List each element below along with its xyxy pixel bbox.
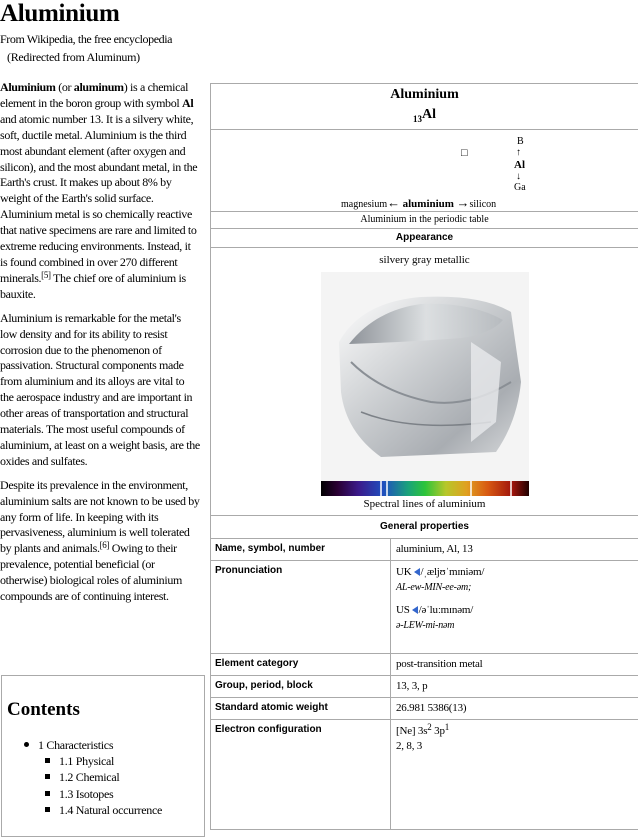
periodic-table-row: B □ ↑ Al ↓ Ga magnesium← aluminium →silicon <box>211 129 638 210</box>
property-row: Name, symbol, number aluminium, Al, 13 <box>211 538 638 560</box>
appearance-row <box>211 247 638 514</box>
down-arrow-icon: ↓ <box>516 171 521 182</box>
reference-link[interactable]: [5] <box>41 269 51 280</box>
property-row: Group, period, block 13, 3, p <box>211 675 638 697</box>
up-arrow-icon: ↑ <box>516 147 521 158</box>
redirect-note: (Redirected from Aluminum) <box>7 50 140 64</box>
bold-term: Aluminium <box>0 80 56 94</box>
element-symbol: $_{13}$Al <box>413 107 436 124</box>
bold-term: aluminum <box>73 80 124 94</box>
bullet-icon <box>45 791 50 796</box>
general-properties-header: General properties <box>211 515 638 538</box>
periodic-neighbors: magnesium← aluminium →silicon <box>341 195 497 210</box>
neighbor-left-link[interactable]: magnesium <box>341 199 388 210</box>
paragraph-intro: Aluminium (or aluminum) is a chemical element in the boron group with symbol Al and atomic number 13. It is a silvery white, soft, ductile metal. Aluminium is the third most abundant element (after oxygen and silicon), and the most abundant metal, in the Earth's crust. It makes up about 8% by weight of the Earth's solid surface. Aluminium metal is so chemically reactive that native specimens are rare and limited to extreme reducing environments. Instead, it is found combined in over 270 different minerals.[5] The chief ore of aluminium is bauxite. <box>0 80 198 301</box>
property-row: Electron configuration [Ne] $3s^2$ $3p^1$ 2, 8, 3 <box>211 719 638 830</box>
appearance-text: silvery gray metallic <box>379 254 470 266</box>
bullet-icon <box>45 807 50 812</box>
bullet-icon <box>24 742 29 747</box>
neighbor-right-link[interactable]: silicon <box>469 199 497 210</box>
property-row: Standard atomic weight 26.981 5386(13) <box>211 697 638 719</box>
paragraph-properties: Aluminium is remarkable for the metal's low density and for its ability to resist corrosion due to the phenomenon of passivation. Structural components made from aluminium and its alloys are vital to the aerospace industry and are important in other areas of transportation and structural materials. The most useful compounds of aluminium, at least on a weight basis, are the oxides and sulfates. <box>0 310 200 468</box>
infobox-title: Aluminium <box>390 87 459 102</box>
article-body <box>0 80 200 613</box>
appearance-header: Appearance <box>211 228 638 247</box>
periodic-box-icon: □ <box>461 147 468 159</box>
table-of-contents <box>1 675 205 837</box>
bullet-icon <box>45 774 50 779</box>
aluminium-photo <box>321 272 529 481</box>
property-row: Pronunciation UK /ˌæljʊˈmɪniəm/ AL-ew-MIN-ee-əm; US /əˈluːmɪnəm/ ə-LEW-mi-nəm <box>211 560 638 653</box>
bold-term: Al <box>182 95 194 110</box>
reference-link[interactable]: [6] <box>99 540 110 551</box>
spectral-caption: Spectral lines of aluminium <box>363 498 486 510</box>
toc-item[interactable]: 1 Characteristics <box>24 738 113 753</box>
right-arrow-icon: → <box>456 195 470 210</box>
periodic-caption: Aluminium in the periodic table <box>211 211 638 228</box>
toc-title: Contents <box>7 699 80 720</box>
property-row: Element category post-transition metal <box>211 653 638 675</box>
left-arrow-icon: ← <box>387 195 401 210</box>
speaker-icon[interactable] <box>412 606 418 614</box>
toc-item[interactable]: 1.3 Isotopes <box>45 787 113 802</box>
paragraph-biology: Despite its prevalence in the environment, aluminium salts are not known to be used by any form of life. In keeping with its pervasiveness, aluminium is well tolerated by plants and animals.[6] Owing to their prevalence, potential beneficial (or otherwise) biological roles of aluminium compounds are of continuing interest. <box>0 477 200 604</box>
toc-item[interactable]: 1.2 Chemical <box>45 770 119 785</box>
bullet-icon <box>45 758 50 763</box>
page-title: Aluminium <box>0 0 120 27</box>
toc-item[interactable]: 1.1 Physical <box>45 754 114 769</box>
infobox <box>210 83 638 830</box>
spectral-lines-image <box>321 481 529 496</box>
page-subtitle: From Wikipedia, the free encyclopedia <box>0 32 173 46</box>
toc-item[interactable]: 1.4 Natural occurrence <box>45 803 162 818</box>
speaker-icon[interactable] <box>414 568 420 576</box>
